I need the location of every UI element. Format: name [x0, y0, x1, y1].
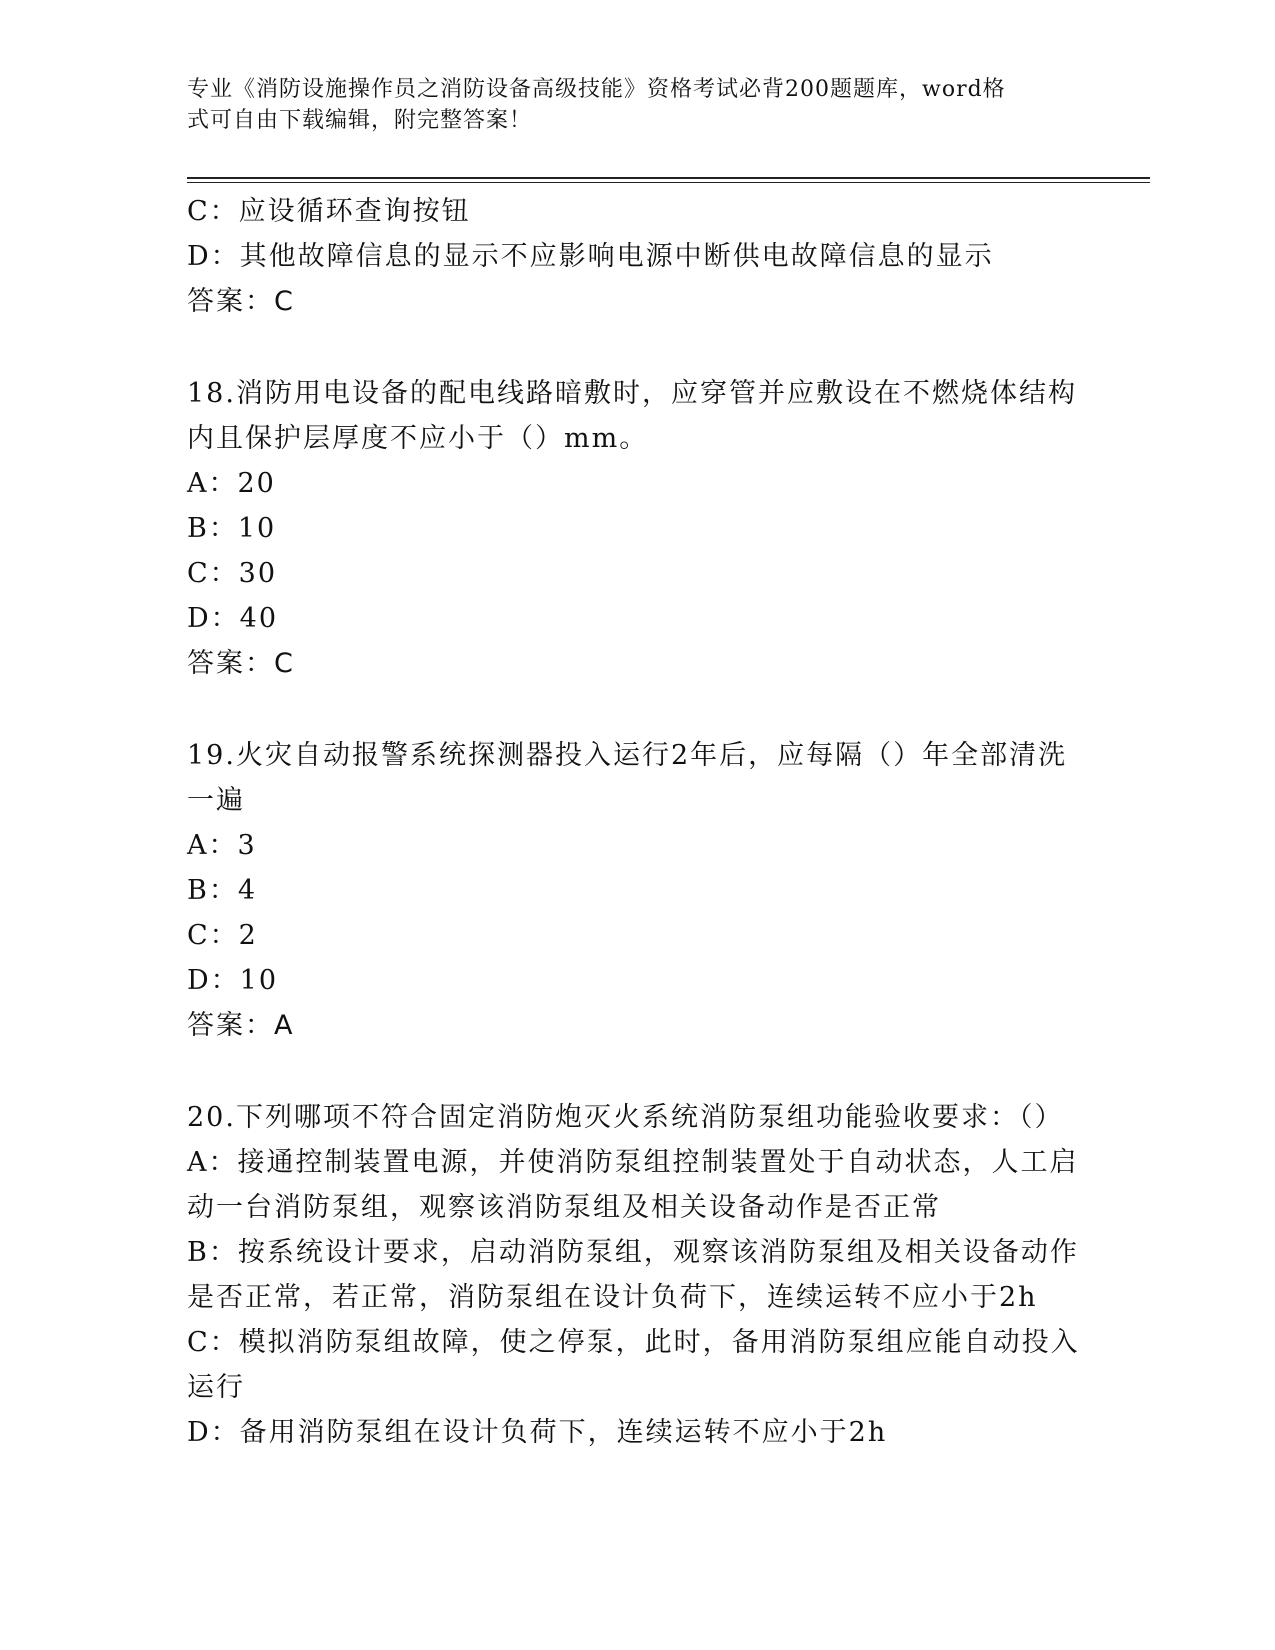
option-b-continued: 是否正常，若正常，消防泵组在设计负荷下，连续运转不应小于2h	[187, 1282, 1038, 1313]
answer-line: 答案：C	[187, 286, 295, 317]
question-18	[187, 371, 1077, 686]
option-a: A：20	[187, 468, 276, 499]
question-17-tail	[187, 189, 1067, 324]
header-rule-thick	[187, 177, 1150, 179]
spacer	[187, 686, 1067, 733]
header-rule-thin	[187, 182, 1150, 183]
question-stem: 18.消防用电设备的配电线路暗敷时，应穿管并应敷设在不燃烧体结构	[187, 378, 1077, 409]
option-a: A：3	[187, 830, 257, 861]
header-line: 专业《消防设施操作员之消防设备高级技能》资格考试必背200题题库，word格	[187, 77, 1006, 102]
option-a: A：接通控制装置电源，并使消防泵组控制装置处于自动状态，人工启	[187, 1147, 1079, 1178]
option-d: D：10	[187, 965, 279, 996]
option-b: B：4	[187, 875, 258, 906]
option-d: D：备用消防泵组在设计负荷下，连续运转不应小于2h	[187, 1417, 888, 1448]
question-stem: 20.下列哪项不符合固定消防炮灭火系统消防泵组功能验收要求：（）	[187, 1102, 1064, 1133]
question-19	[187, 733, 1067, 1048]
option-c: C：30	[187, 558, 278, 589]
option-a-continued: 动一台消防泵组，观察该消防泵组及相关设备动作是否正常	[187, 1192, 941, 1223]
question-stem: 一遍	[187, 785, 245, 816]
question-list	[187, 189, 1080, 1455]
question-20	[187, 1095, 1080, 1455]
option-c: C：2	[187, 920, 258, 951]
option-c: C：应设循环查询按钮	[187, 196, 471, 227]
spacer	[187, 324, 1067, 371]
question-stem: 内且保护层厚度不应小于（）mm。	[187, 423, 649, 454]
option-d: D：其他故障信息的显示不应影响电源中断供电故障信息的显示	[187, 241, 994, 272]
answer-line: 答案：A	[187, 1010, 295, 1041]
document-header	[187, 74, 1067, 136]
spacer	[187, 1048, 1067, 1095]
question-stem: 19.火灾自动报警系统探测器投入运行2年后，应每隔（）年全部清洗	[187, 740, 1068, 771]
header-line: 式可自由下载编辑，附完整答案！	[187, 108, 533, 133]
option-b: B：10	[187, 513, 277, 544]
option-b: B：按系统设计要求，启动消防泵组，观察该消防泵组及相关设备动作	[187, 1237, 1079, 1268]
answer-line: 答案：C	[187, 648, 295, 679]
option-c-continued: 运行	[187, 1372, 245, 1403]
option-c: C：模拟消防泵组故障，使之停泵，此时，备用消防泵组应能自动投入	[187, 1327, 1080, 1358]
option-d: D：40	[187, 603, 279, 634]
